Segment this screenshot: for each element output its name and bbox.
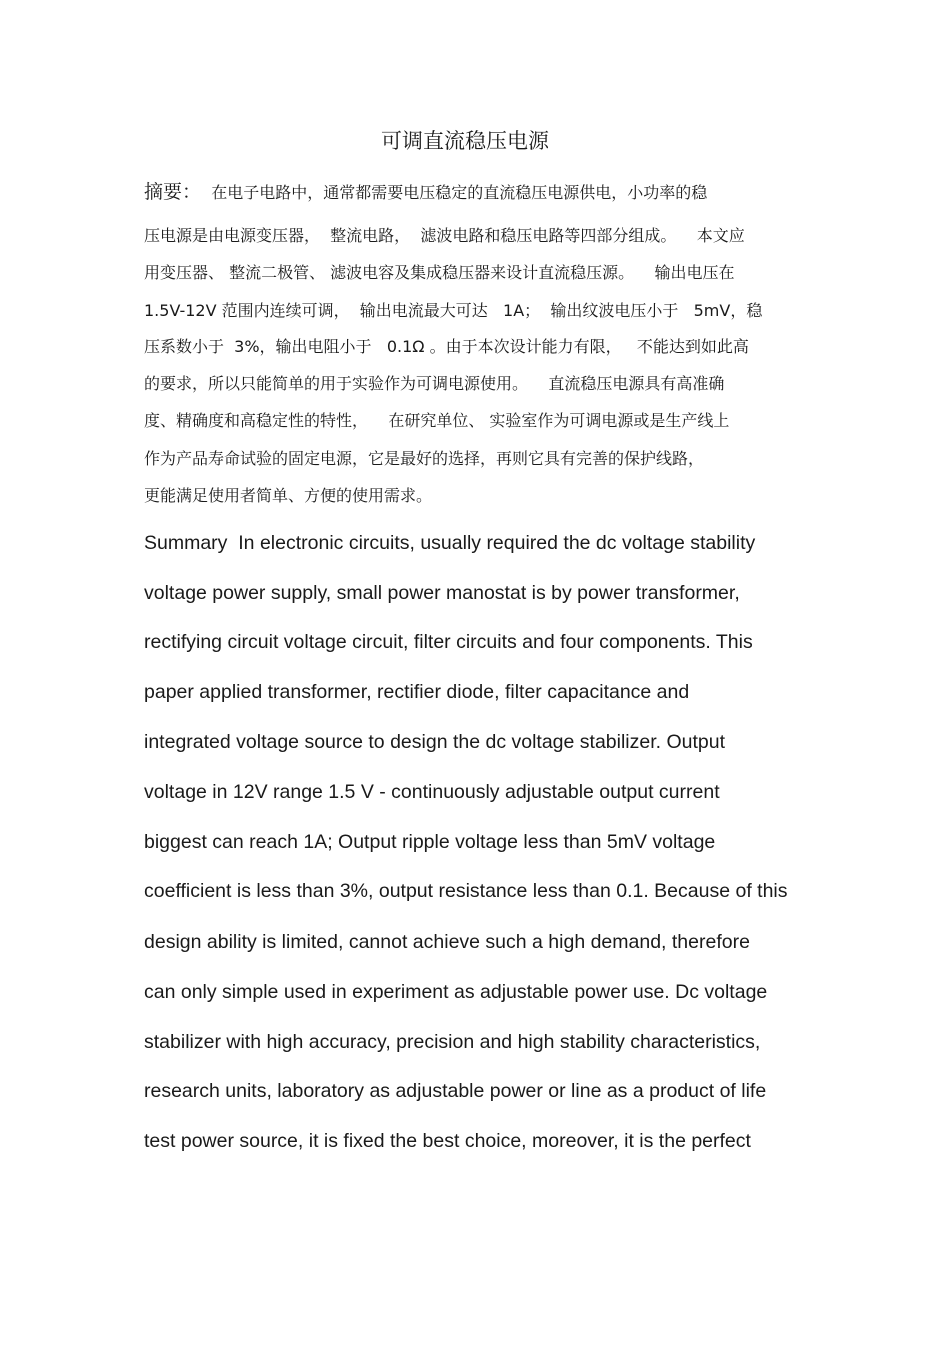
abstract-cn-line: 用变压器、 整流二极管、 滤波电容及集成稳压器来设计直流稳压源。 输出电压在: [144, 263, 735, 282]
abstract-en-line: paper applied transformer, rectifier diode, filter capacitance and: [144, 681, 690, 703]
abstract-cn-line: 更能满足使用者简单、方便的使用需求。: [144, 486, 433, 505]
abstract-cn-line: 的要求，所以只能简单的用于实验作为可调电源使用。 直流稳压电源具有高准确: [144, 374, 725, 393]
abstract-en-line: can only simple used in experiment as adjustable power use. Dc voltage: [144, 981, 768, 1003]
abstract-en-line: biggest can reach 1A; Output ripple voltage less than 5mV voltage: [144, 831, 716, 853]
abstract-cn-first-line: [144, 180, 707, 205]
abstract-en-line: voltage power supply, small power manostat is by power transformer,: [144, 582, 740, 604]
abstract-cn-line: 度、精确度和高稳定性的特性， 在研究单位、 实验室作为可调电源或是生产线上: [144, 411, 730, 430]
document-title: 可调直流稳压电源: [381, 129, 549, 153]
abstract-en-line: design ability is limited, cannot achieve such a high demand, therefore: [144, 931, 750, 953]
abstract-cn-line: 压系数小于 3%，输出电阻小于 0.1Ω 。由于本次设计能力有限， 不能达到如此高: [144, 337, 749, 356]
abstract-en-line: rectifying circuit voltage circuit, filter circuits and four components. This: [144, 631, 753, 653]
abstract-en-line: research units, laboratory as adjustable power or line as a product of life: [144, 1080, 767, 1102]
abstract-cn-label: 摘要：: [144, 181, 202, 203]
abstract-cn-line: 压电源是由电源变压器， 整流电路， 滤波电路和稳压电路等四部分组成。 本文应: [144, 226, 745, 245]
abstract-en-line: coefficient is less than 3%, output resistance less than 0.1. Because of this: [144, 880, 788, 902]
abstract-cn-line: 1.5V-12V 范围内连续可调， 输出电流最大可达 1A； 输出纹波电压小于 5mV，稳: [144, 301, 763, 320]
abstract-en-line: integrated voltage source to design the dc voltage stabilizer. Output: [144, 731, 726, 753]
abstract-en-line: Summary In electronic circuits, usually required the dc voltage stability: [144, 532, 756, 554]
abstract-cn-first-text: 在电子电路中，通常都需要电压稳定的直流稳压电源供电，小功率的稳: [211, 183, 708, 202]
abstract-en-line: voltage in 12V range 1.5 V - continuously adjustable output current: [144, 781, 720, 803]
abstract-en-line: stabilizer with high accuracy, precision and high stability characteristics,: [144, 1031, 761, 1053]
abstract-en-line: test power source, it is fixed the best choice, moreover, it is the perfect: [144, 1130, 751, 1152]
abstract-cn-line: 作为产品寿命试验的固定电源，它是最好的选择，再则它具有完善的保护线路，: [144, 449, 705, 468]
